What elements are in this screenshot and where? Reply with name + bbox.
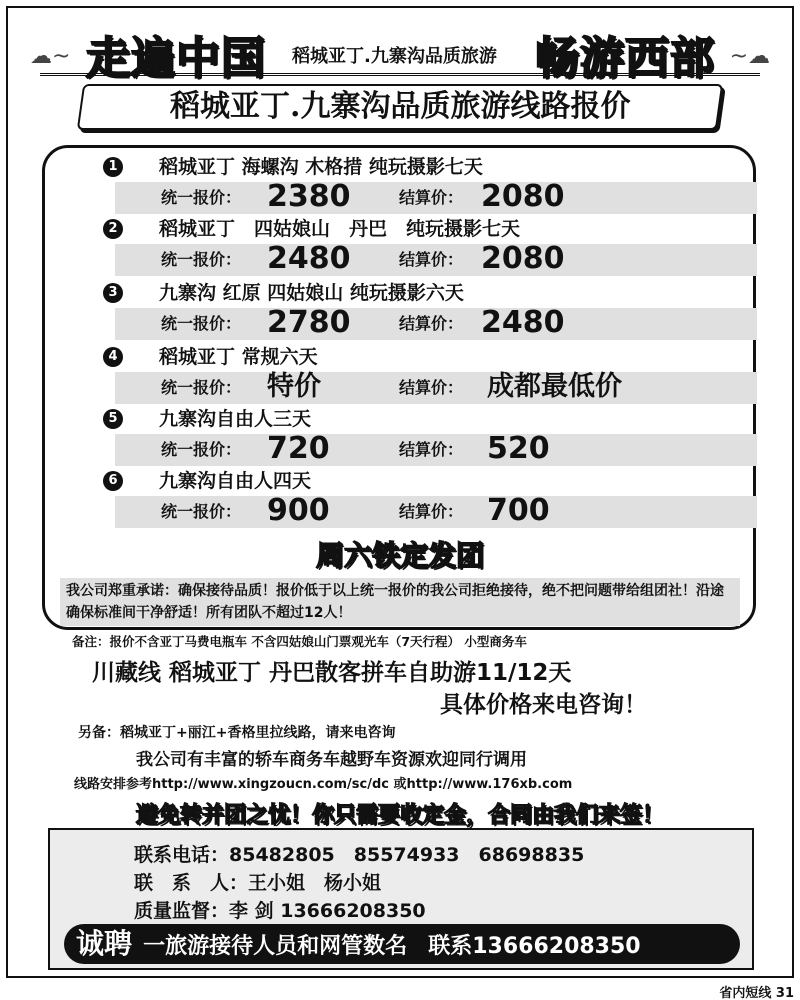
- price-band: [115, 431, 757, 466]
- header-middle-text: 稻城亚丁.九寨沟品质旅游: [292, 46, 497, 67]
- price-band: [115, 305, 757, 340]
- recruit-text: 一旅游接待人员和网管数名: [143, 934, 408, 959]
- header-right-title: 畅游西部: [535, 33, 715, 84]
- price-value: 2380: [267, 179, 351, 214]
- route-title: 稻城亚丁 常规六天: [159, 346, 318, 368]
- settle-value: 700: [487, 493, 550, 528]
- price-value: 2780: [267, 305, 351, 340]
- inquiry-text: 具体价格来电咨询！: [440, 692, 647, 718]
- subtitle-banner: [77, 84, 723, 130]
- settle-value: 2480: [481, 305, 565, 340]
- subtitle-text: 稻城亚丁.九寨沟品质旅游线路报价: [169, 89, 631, 124]
- settle-label: 结算价：: [399, 250, 464, 269]
- header: [30, 14, 770, 84]
- settle-label: 结算价：: [399, 440, 464, 459]
- price-value: 特价: [267, 371, 321, 402]
- price-band: [115, 241, 757, 276]
- route-title: 稻城亚丁 海螺沟 木格措 纯玩摄影七天: [159, 156, 483, 178]
- header-left-title: 走遍中国: [86, 33, 266, 84]
- price-band: [115, 179, 757, 214]
- route-title: 稻城亚丁 四姑娘山 丹巴 纯玩摄影七天: [159, 218, 521, 240]
- settle-label: 结算价：: [399, 502, 464, 521]
- settle-value: 520: [487, 431, 550, 466]
- contact-person: 联 系 人：王小姐 杨小姐: [134, 872, 382, 894]
- settle-value: 2080: [481, 241, 565, 276]
- recruit-contact: 联系13666208350: [428, 934, 641, 959]
- contact-phone: 联系电话：85482805 85574933 68698835: [134, 844, 585, 866]
- settle-value: 成都最低价: [487, 371, 622, 402]
- price-value: 720: [267, 431, 330, 466]
- price-label: 统一报价：: [161, 502, 242, 521]
- saturday-departure-banner: 周六铁定发团: [315, 539, 484, 572]
- price-band: [115, 493, 757, 528]
- remark-note: 备注：报价不含亚丁马费电瓶车 不含四姑娘山门票观光车（7天行程） 小型商务车: [72, 634, 527, 649]
- route-number-icon: 2: [103, 219, 123, 239]
- price-label: 统一报价：: [161, 314, 242, 333]
- route-number-icon: 4: [103, 347, 123, 367]
- recruit-title: 诚聘: [76, 927, 133, 960]
- route-number-icon: 3: [103, 283, 123, 303]
- cloud-ornament-right: ~☁: [729, 44, 770, 69]
- contact-box: [48, 828, 754, 970]
- route-reference-links[interactable]: 线路安排参考http://www.xingzoucn.com/sc/dc 或http://www.176xb.com: [74, 777, 573, 792]
- sichuan-tibet-line: 川藏线 稻城亚丁 丹巴散客拼车自助游11/12天: [92, 660, 572, 686]
- promise-text: 我公司郑重承诺：确保接待品质！报价低于以上统一报价的我公司拒绝接待，绝不把问题带给组团社！沿途确保标准间干净舒适！所有团队不超过12人！: [60, 578, 740, 626]
- route-title: 九寨沟 红原 四姑娘山 纯玩摄影六天: [159, 282, 464, 304]
- settle-label: 结算价：: [399, 188, 464, 207]
- page-footer: 省内短线 31: [719, 986, 794, 1000]
- route-number-icon: 1: [103, 157, 123, 177]
- price-band: [115, 372, 757, 404]
- route-title: 九寨沟自由人三天: [159, 408, 312, 430]
- cloud-ornament-left: ☁~: [30, 44, 71, 69]
- route-number-icon: 6: [103, 471, 123, 491]
- header-divider: [40, 73, 760, 76]
- price-value: 900: [267, 493, 330, 528]
- avoid-regroup-slogan: 避免转并团之忧！你只需要收定金，合同由我们来签！: [135, 803, 664, 828]
- settle-label: 结算价：: [399, 378, 464, 397]
- price-label: 统一报价：: [161, 188, 242, 207]
- price-value: 2480: [267, 241, 351, 276]
- route-number-icon: 5: [103, 409, 123, 429]
- other-routes-text: 另备：稻城亚丁+丽江+香格里拉线路，请来电咨询: [78, 725, 396, 741]
- vehicles-text: 我公司有丰富的轿车商务车越野车资源欢迎同行调用: [136, 750, 527, 770]
- settle-value: 2080: [481, 179, 565, 214]
- price-label: 统一报价：: [161, 378, 242, 397]
- quality-supervision: 质量监督：李 剑 13666208350: [134, 900, 426, 922]
- price-label: 统一报价：: [161, 250, 242, 269]
- recruitment-banner: [64, 924, 740, 964]
- route-title: 九寨沟自由人四天: [159, 470, 312, 492]
- settle-label: 结算价：: [399, 314, 464, 333]
- price-label: 统一报价：: [161, 440, 242, 459]
